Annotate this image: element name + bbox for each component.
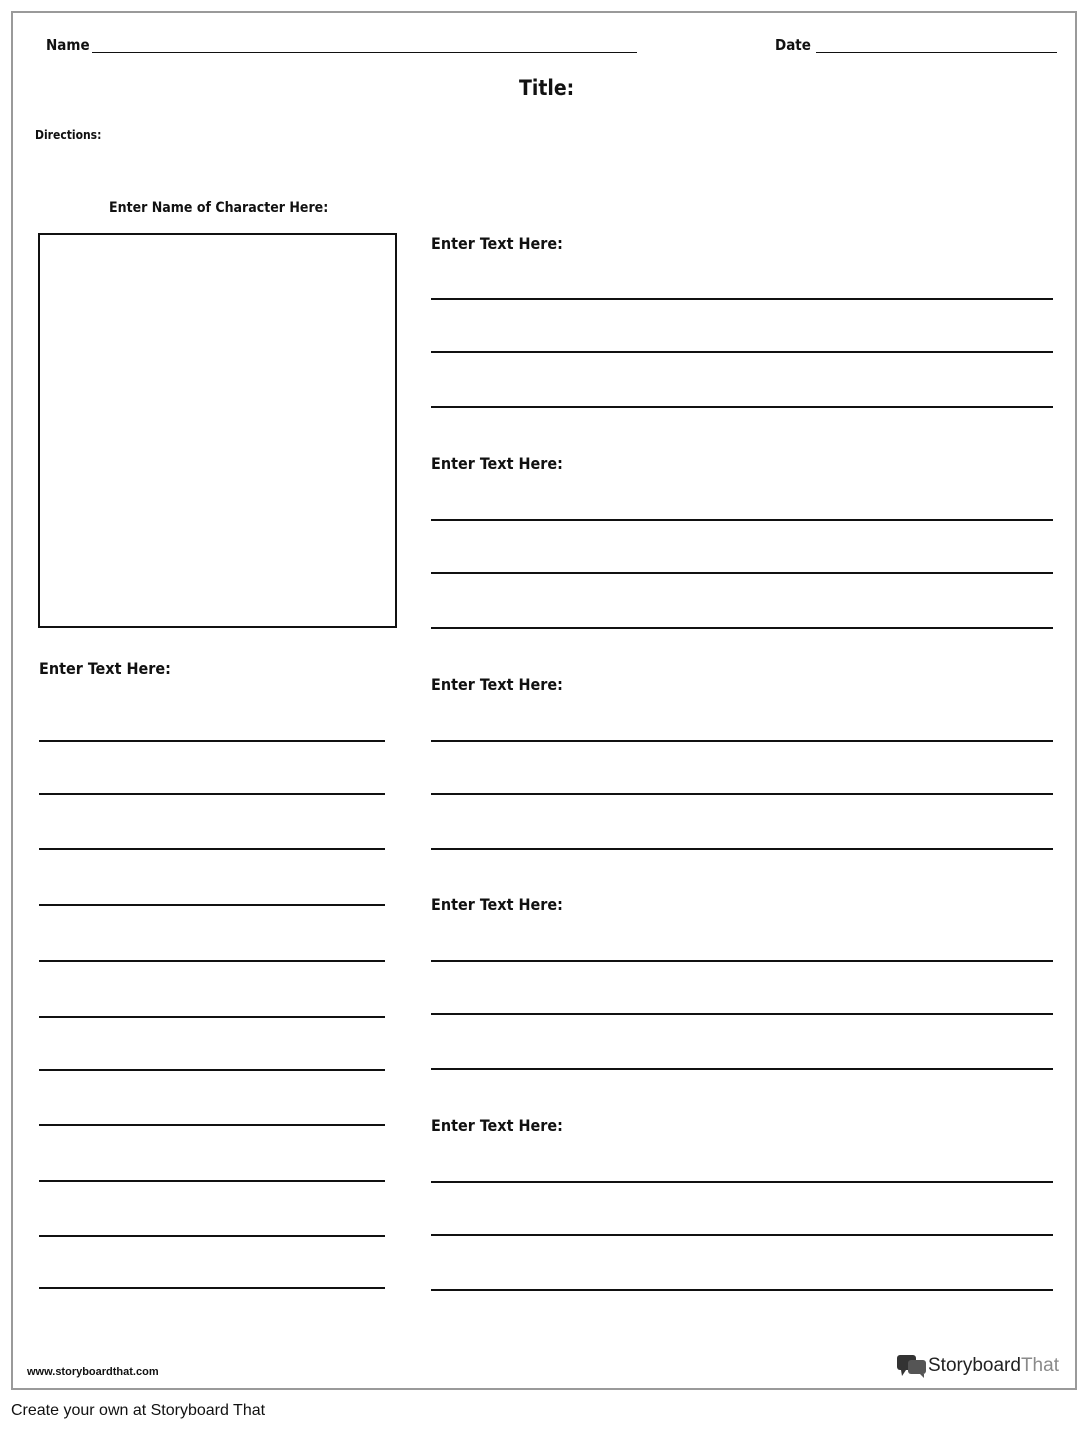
left-writing-line[interactable] xyxy=(39,1235,385,1237)
page-title: Title: xyxy=(519,76,575,100)
right-writing-line[interactable] xyxy=(431,960,1053,962)
left-writing-line[interactable] xyxy=(39,740,385,742)
right-writing-line[interactable] xyxy=(431,519,1053,521)
left-section-label: Enter Text Here: xyxy=(39,659,171,678)
footer-credit[interactable]: Create your own at Storyboard That xyxy=(11,1402,266,1419)
right-writing-line[interactable] xyxy=(431,1289,1053,1291)
date-line[interactable] xyxy=(816,52,1057,53)
left-writing-line[interactable] xyxy=(39,793,385,795)
name-label: Name xyxy=(46,36,90,54)
worksheet xyxy=(11,11,1077,1390)
directions-label: Directions: xyxy=(35,128,102,142)
right-section-2-label: Enter Text Here: xyxy=(431,454,563,473)
left-writing-line[interactable] xyxy=(39,1016,385,1018)
speech-bubbles-icon xyxy=(896,1353,928,1379)
left-writing-line[interactable] xyxy=(39,1180,385,1182)
right-section-1-label: Enter Text Here: xyxy=(431,234,563,253)
logo-wordmark-bold: Storyboard xyxy=(928,1355,1021,1376)
left-writing-line[interactable] xyxy=(39,904,385,906)
storyboardthat-logo[interactable] xyxy=(896,1353,1059,1379)
right-section-5-label: Enter Text Here: xyxy=(431,1116,563,1135)
logo-wordmark-light: That xyxy=(1020,1355,1059,1376)
name-line[interactable] xyxy=(92,52,637,53)
right-writing-line[interactable] xyxy=(431,1013,1053,1015)
website-url[interactable]: www.storyboardthat.com xyxy=(27,1366,159,1378)
left-writing-line[interactable] xyxy=(39,960,385,962)
right-writing-line[interactable] xyxy=(431,848,1053,850)
left-writing-line[interactable] xyxy=(39,1069,385,1071)
right-writing-line[interactable] xyxy=(431,572,1053,574)
left-writing-line[interactable] xyxy=(39,1124,385,1126)
right-writing-line[interactable] xyxy=(431,1181,1053,1183)
left-writing-line[interactable] xyxy=(39,848,385,850)
right-section-4-label: Enter Text Here: xyxy=(431,895,563,914)
logo-wordmark xyxy=(928,1355,1059,1377)
right-writing-line[interactable] xyxy=(431,351,1053,353)
right-writing-line[interactable] xyxy=(431,406,1053,408)
right-writing-line[interactable] xyxy=(431,1068,1053,1070)
right-writing-line[interactable] xyxy=(431,740,1053,742)
date-label: Date xyxy=(775,36,811,54)
right-writing-line[interactable] xyxy=(431,793,1053,795)
right-section-3-label: Enter Text Here: xyxy=(431,675,563,694)
right-writing-line[interactable] xyxy=(431,627,1053,629)
right-writing-line[interactable] xyxy=(431,1234,1053,1236)
character-image-box[interactable] xyxy=(38,233,397,628)
character-name-label: Enter Name of Character Here: xyxy=(109,200,329,216)
right-writing-line[interactable] xyxy=(431,298,1053,300)
left-writing-line[interactable] xyxy=(39,1287,385,1289)
